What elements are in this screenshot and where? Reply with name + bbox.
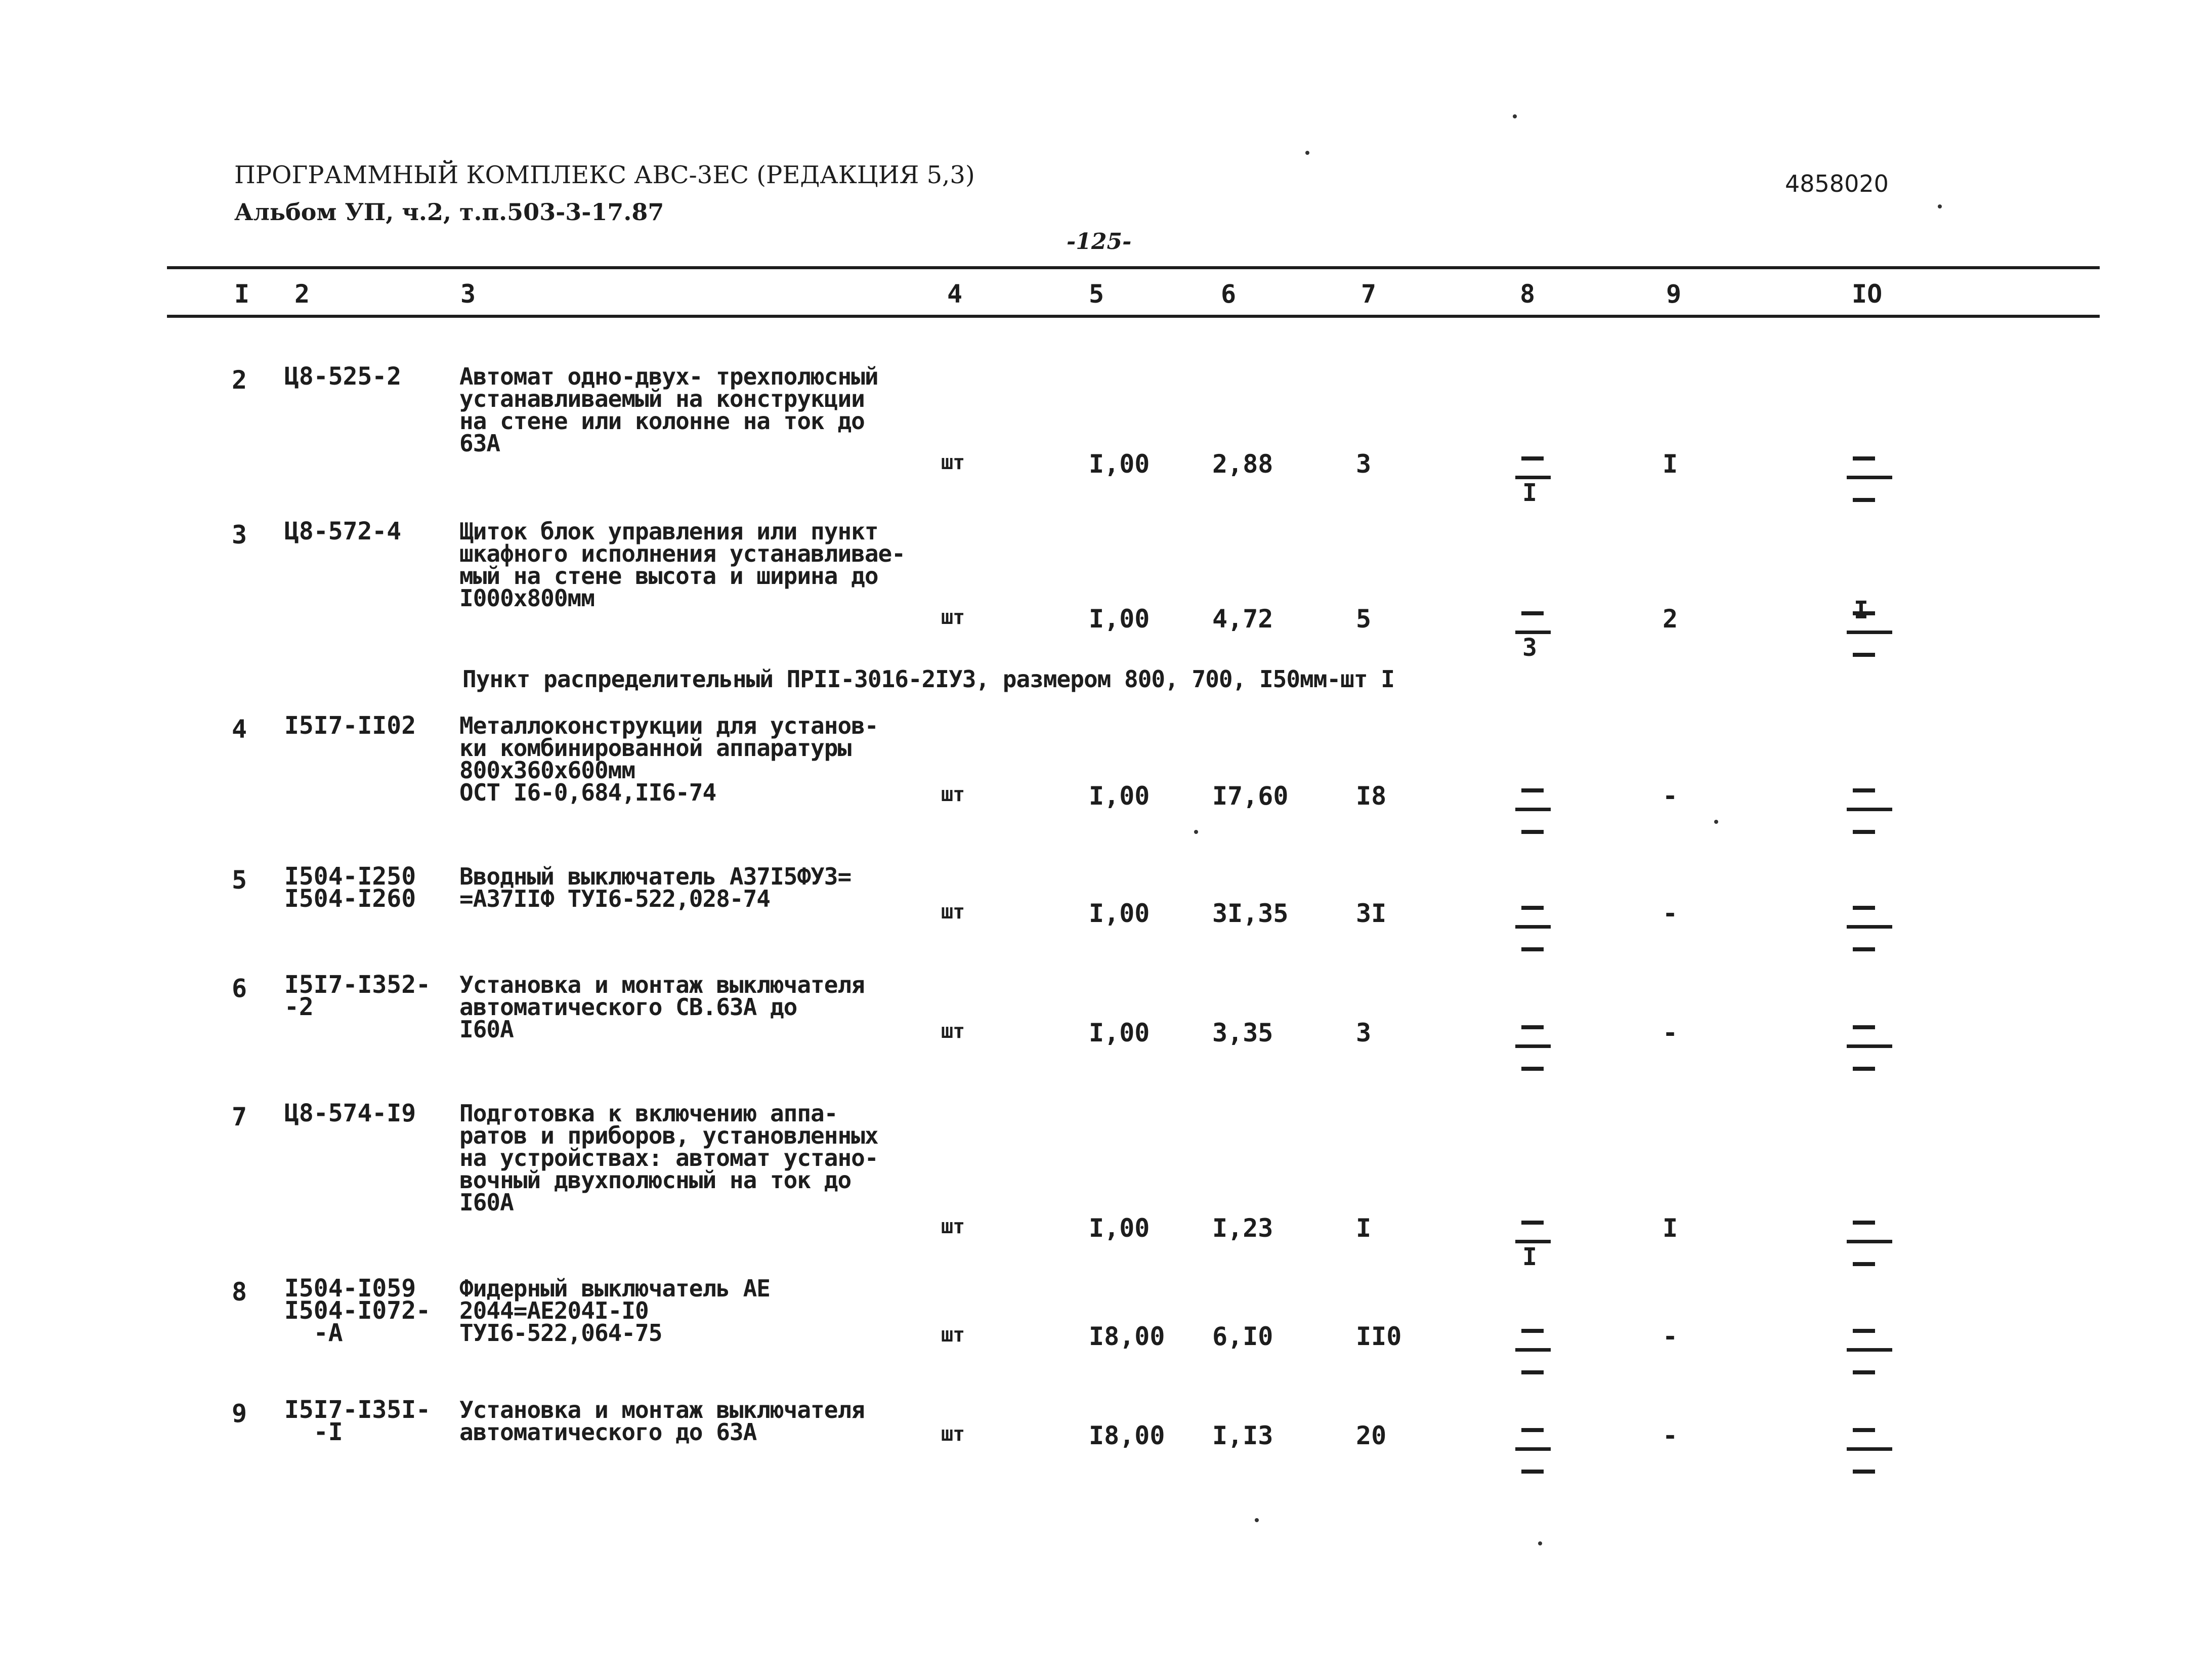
quantity-cell: I,00 — [1089, 1018, 1150, 1048]
col9-cell: - — [1663, 1421, 1678, 1450]
description-line: Металлоконструкции для установ- — [459, 712, 878, 739]
resource-code: Ц8-525-2 — [284, 362, 402, 391]
description-line: Автомат одно-двух- трехполюсный — [459, 363, 878, 390]
col8-fraction — [1515, 611, 1551, 677]
col8-fraction — [1515, 1025, 1551, 1091]
unit-cell: шт — [941, 900, 965, 924]
resource-code: -2 — [284, 993, 314, 1021]
description-line: Подготовка к включению аппа- — [459, 1100, 838, 1127]
column-header-4: 4 — [947, 279, 963, 309]
col9-cell: - — [1663, 1018, 1678, 1048]
cost-per-unit-cell: I7,60 — [1212, 781, 1289, 811]
column-header-6: 6 — [1221, 279, 1237, 309]
col10-marker — [1847, 596, 1882, 677]
cost-per-unit-cell: 4,72 — [1212, 604, 1273, 634]
col9-cell: I — [1663, 449, 1678, 479]
description-line: Щиток блок управления или пункт — [459, 518, 878, 545]
col10-marker — [1847, 1428, 1882, 1494]
description-line: Установка и монтаж выключателя — [459, 971, 865, 998]
col10-marker — [1847, 906, 1882, 972]
cost-per-unit-cell: 2,88 — [1212, 449, 1273, 479]
description-line: 63А — [459, 430, 500, 457]
total-cost-cell: 3 — [1356, 1018, 1372, 1048]
resource-code: -А — [284, 1319, 343, 1347]
page-number: -125- — [1067, 229, 1132, 255]
program-title: ПРОГРАММНЫЙ КОМПЛЕКС АВС-3ЕС (РЕДАКЦИЯ 5,3) — [234, 161, 975, 189]
unit-cell: шт — [941, 1020, 965, 1043]
column-header-2: 2 — [294, 279, 310, 309]
col8-denominator: I — [1522, 479, 1537, 507]
description-line: I60А — [459, 1189, 514, 1216]
col8-fraction — [1515, 788, 1551, 854]
album-reference: Альбом УП, ч.2, т.п.503-3-17.87 — [234, 198, 664, 226]
quantity-cell: I8,00 — [1089, 1421, 1165, 1450]
column-header-9: 9 — [1666, 279, 1682, 309]
col8-fraction — [1515, 456, 1551, 522]
scan-speck — [1538, 1541, 1542, 1545]
total-cost-cell: 20 — [1356, 1421, 1387, 1450]
column-header-8: 8 — [1520, 279, 1536, 309]
unit-cell: шт — [941, 783, 965, 806]
column-header-3: 3 — [460, 279, 476, 309]
description-line: автоматического СВ.63А до — [459, 993, 797, 1021]
total-cost-cell: II0 — [1356, 1322, 1402, 1351]
resource-code: Ц8-574-I9 — [284, 1099, 416, 1127]
resource-code: I5I7-I35I- — [284, 1396, 431, 1424]
row-number: 6 — [232, 974, 247, 1003]
description-line: 800x360x600мм — [459, 757, 635, 784]
row-number: 7 — [232, 1102, 247, 1132]
cost-per-unit-cell: I,I3 — [1212, 1421, 1273, 1450]
column-header-10: IO — [1852, 279, 1883, 309]
description-line: мый на стене высота и ширина до — [459, 562, 878, 590]
scan-speck — [1305, 151, 1309, 155]
resource-code: I5I7-II02 — [284, 711, 416, 740]
column-header-5: 5 — [1089, 279, 1104, 309]
resource-code: I504-I072- — [284, 1296, 431, 1325]
position-note: Пункт распределительный ПРII-3016-2IУ3, размером 800, 700, I50мм-шт I — [462, 665, 1394, 693]
table-header-rule — [167, 315, 2100, 318]
description-line: ОСТ I6-0,684,II6-74 — [459, 779, 716, 806]
scan-speck — [1194, 830, 1198, 834]
cost-per-unit-cell: 3I,35 — [1212, 899, 1289, 928]
description-line: ТУI6-522,064-75 — [459, 1319, 662, 1347]
table-top-rule — [167, 266, 2100, 269]
total-cost-cell: 3I — [1356, 899, 1387, 928]
col10-marker — [1847, 456, 1882, 522]
row-number: 2 — [232, 365, 247, 395]
resource-code: I504-I059 — [284, 1274, 416, 1303]
col10-value: I — [1854, 596, 1868, 624]
quantity-cell: I,00 — [1089, 449, 1150, 479]
col8-denominator: I — [1522, 1243, 1537, 1271]
unit-cell: шт — [941, 606, 965, 629]
quantity-cell: I,00 — [1089, 604, 1150, 634]
resource-code: -I — [284, 1418, 343, 1446]
resource-code: I504-I250 — [284, 862, 416, 891]
description-line: автоматического до 63А — [459, 1418, 757, 1446]
description-line: =А37IIФ ТУI6-522,028-74 — [459, 885, 770, 912]
cost-per-unit-cell: 6,I0 — [1212, 1322, 1273, 1351]
col10-marker — [1847, 1221, 1882, 1286]
row-number: 4 — [232, 715, 247, 744]
scan-speck — [1938, 204, 1942, 208]
resource-code: I5I7-I352- — [284, 971, 431, 999]
row-number: 3 — [232, 520, 247, 550]
description-line: ратов и приборов, установленных — [459, 1122, 878, 1149]
col10-marker — [1847, 1025, 1882, 1091]
description-line: I60А — [459, 1016, 514, 1043]
col10-marker — [1847, 788, 1882, 854]
row-number: 8 — [232, 1277, 247, 1307]
unit-cell: шт — [941, 451, 965, 474]
row-number: 9 — [232, 1399, 247, 1428]
scan-speck — [1513, 114, 1517, 118]
col8-fraction — [1515, 1221, 1551, 1286]
document-number: 4858020 — [1785, 170, 1889, 197]
quantity-cell: I,00 — [1089, 781, 1150, 811]
description-line: 2044=АЕ204I-I0 — [459, 1297, 649, 1324]
column-header-1: I — [234, 279, 250, 309]
resource-code: Ц8-572-4 — [284, 517, 402, 546]
unit-cell: шт — [941, 1422, 965, 1446]
total-cost-cell: 5 — [1356, 604, 1372, 634]
description-line: шкафного исполнения устанавливае- — [459, 540, 905, 567]
col9-cell: I — [1663, 1213, 1678, 1243]
cost-per-unit-cell: I,23 — [1212, 1213, 1273, 1243]
description-line: Установка и монтаж выключателя — [459, 1396, 865, 1423]
col8-fraction — [1515, 906, 1551, 972]
quantity-cell: I,00 — [1089, 1213, 1150, 1243]
quantity-cell: I,00 — [1089, 899, 1150, 928]
description-line: устанавливаемый на конструкции — [459, 385, 865, 412]
col9-cell: - — [1663, 781, 1678, 811]
description-line: Вводный выключатель А37I5ФУ3= — [459, 863, 852, 890]
total-cost-cell: I — [1356, 1213, 1372, 1243]
col10-marker — [1847, 1329, 1882, 1395]
col8-fraction — [1515, 1428, 1551, 1494]
scan-speck — [1255, 1518, 1259, 1522]
description-line: I000x800мм — [459, 584, 594, 612]
resource-code: I504-I260 — [284, 885, 416, 913]
quantity-cell: I8,00 — [1089, 1322, 1165, 1351]
description-line: вочный двухполюсный на ток до — [459, 1166, 852, 1194]
col8-denominator: 3 — [1522, 634, 1537, 662]
description-line: на устройствах: автомат устано- — [459, 1144, 878, 1171]
column-header-7: 7 — [1361, 279, 1377, 309]
unit-cell: шт — [941, 1215, 965, 1238]
unit-cell: шт — [941, 1323, 965, 1347]
description-line: Фидерный выключатель АЕ — [459, 1275, 770, 1302]
total-cost-cell: 3 — [1356, 449, 1372, 479]
total-cost-cell: I8 — [1356, 781, 1387, 811]
scan-speck — [1714, 820, 1718, 824]
row-number: 5 — [232, 865, 247, 895]
col9-cell: 2 — [1663, 604, 1678, 634]
cost-per-unit-cell: 3,35 — [1212, 1018, 1273, 1048]
col9-cell: - — [1663, 1322, 1678, 1351]
description-line: на стене или колонне на ток до — [459, 407, 865, 435]
col9-cell: - — [1663, 899, 1678, 928]
col8-fraction — [1515, 1329, 1551, 1395]
description-line: ки комбинированной аппаратуры — [459, 734, 852, 762]
